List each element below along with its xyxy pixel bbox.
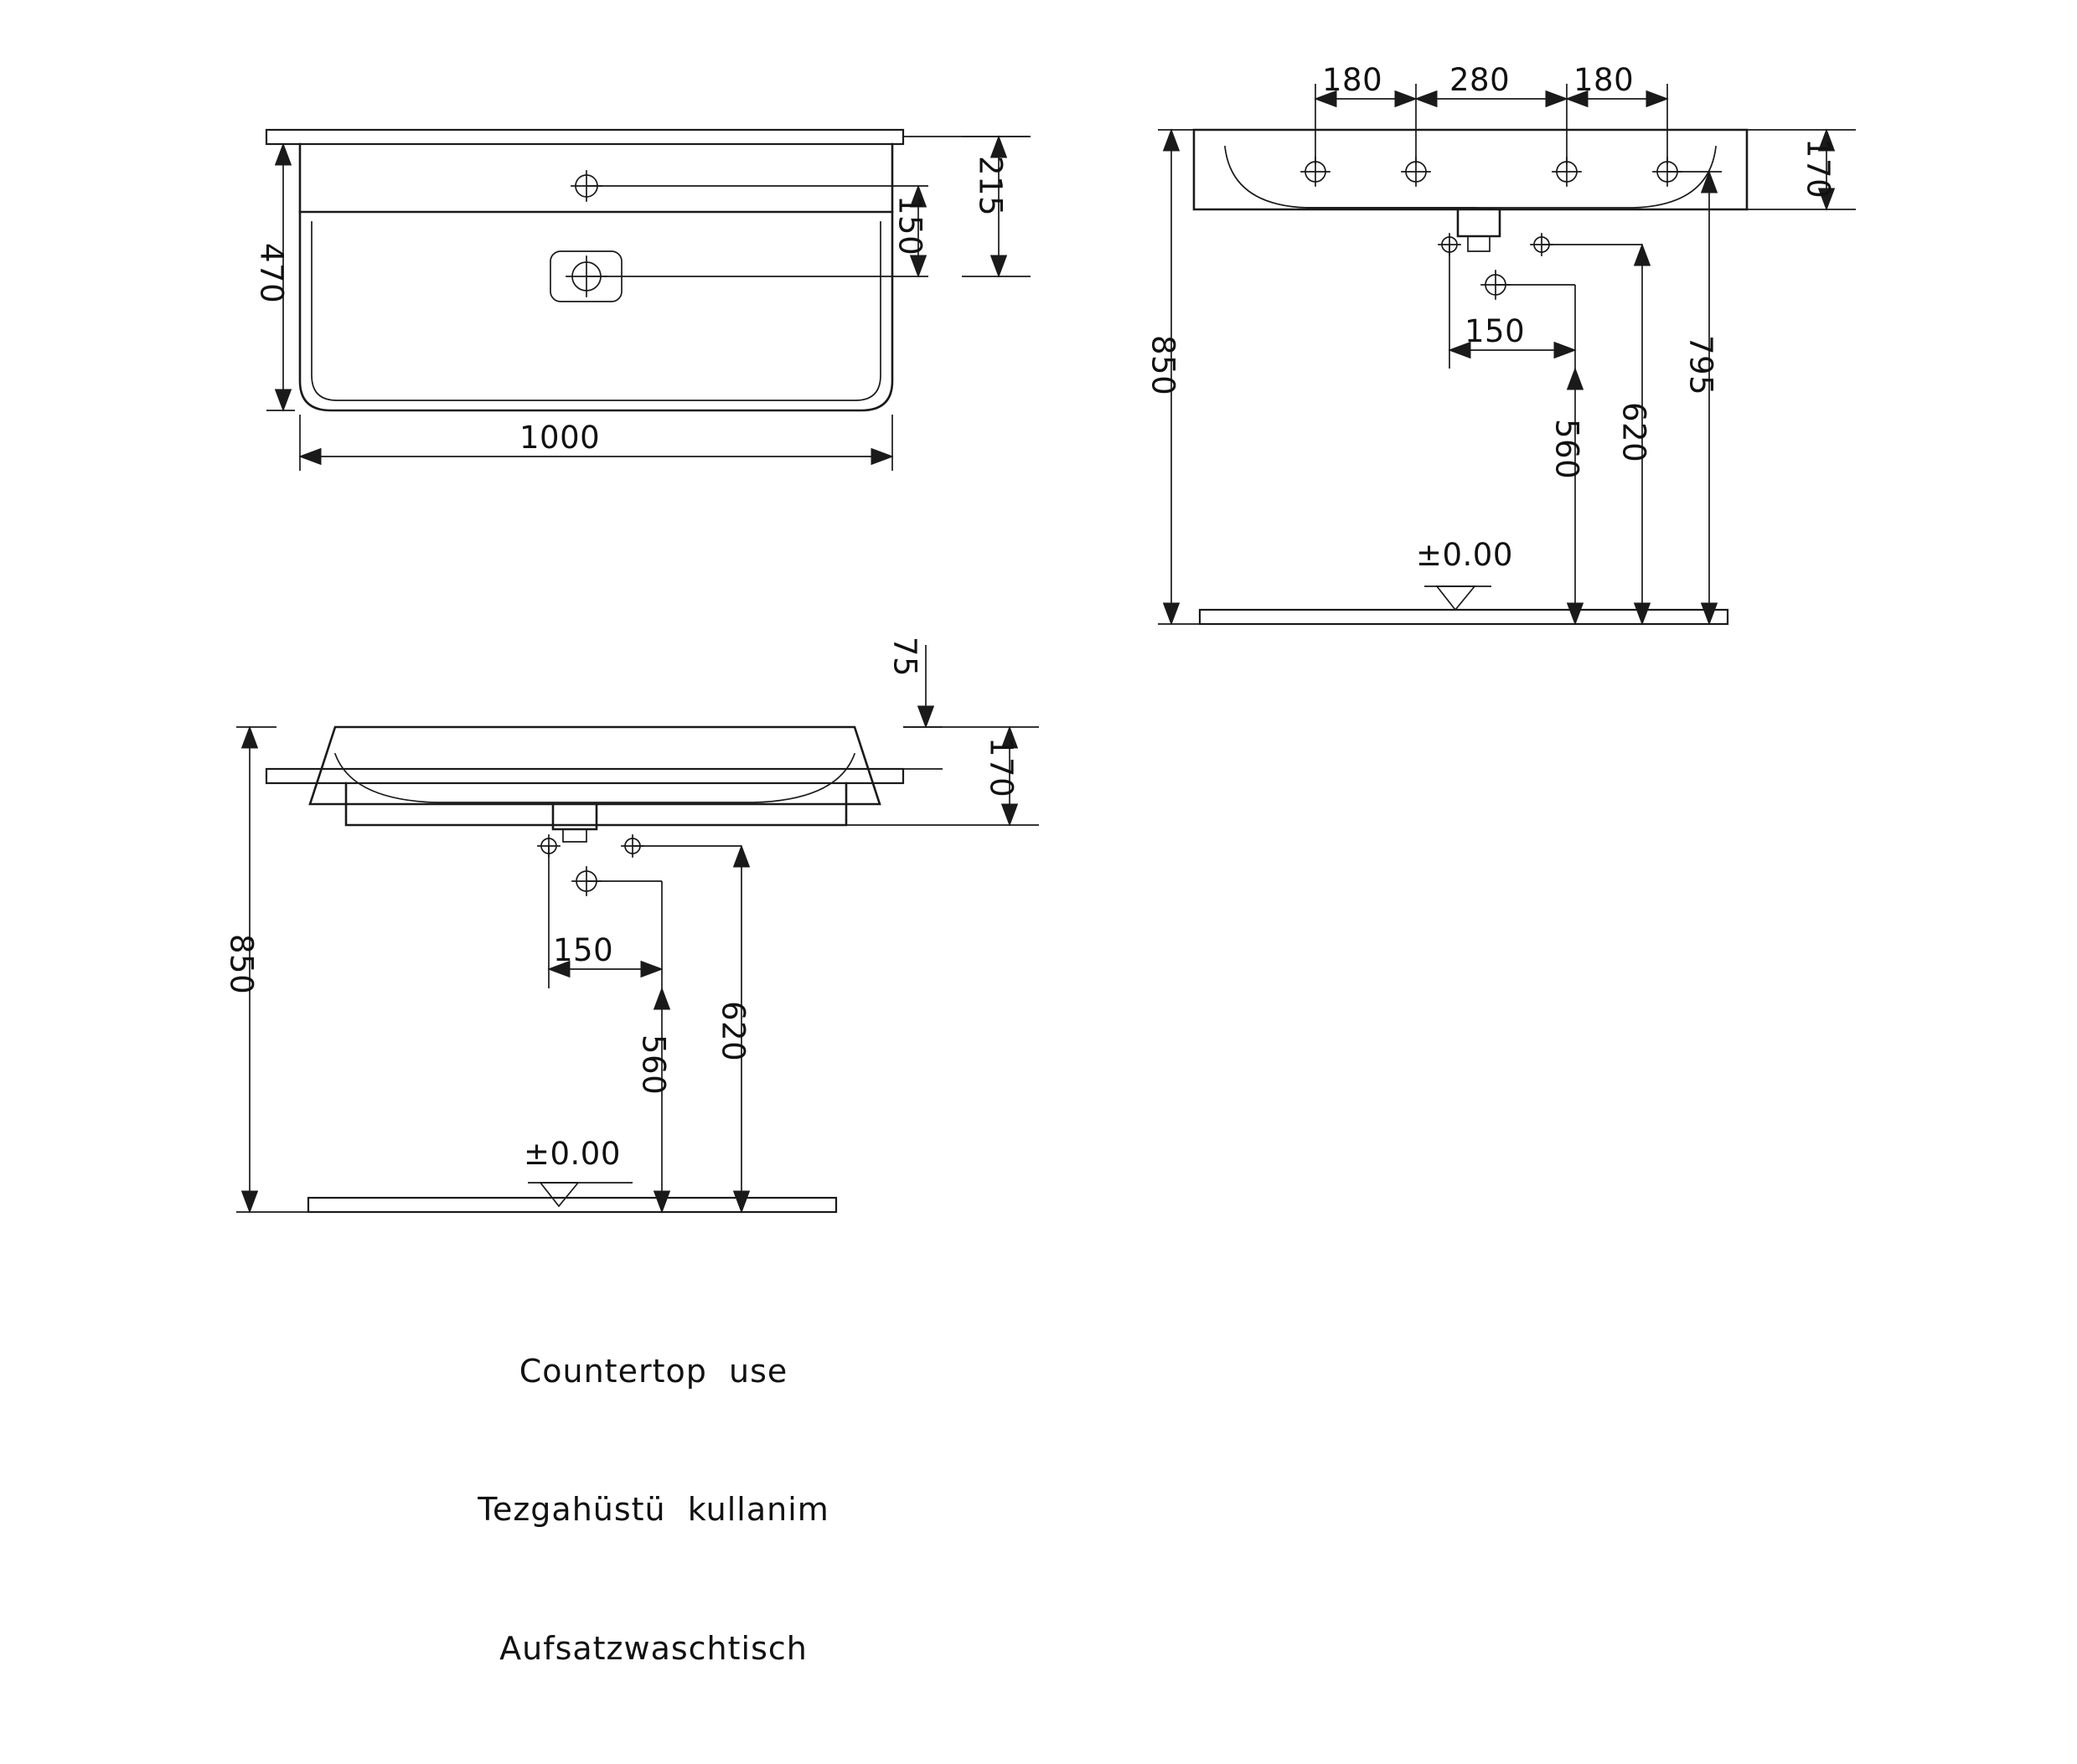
front-counter-slab [266, 130, 903, 144]
wall-dim-150-label: 150 [1465, 313, 1526, 349]
wall-dim-180-left-label: 180 [1322, 62, 1383, 98]
counter-dim-170-label: 170 [983, 737, 1020, 798]
wall-basin-outline [1194, 130, 1747, 209]
counter-supply-points [538, 835, 643, 895]
front-dim-470-label: 470 [253, 243, 290, 304]
front-basin-body [300, 212, 892, 410]
wall-dim-620-label: 620 [1615, 402, 1652, 463]
view-caption [394, 1256, 913, 1764]
wall-drain-pipe [1468, 236, 1490, 251]
caption-line-tr: Tezgahüstü kullanim [478, 1491, 829, 1529]
wall-rim-holes [1301, 157, 1682, 186]
counter-dim-150-label: 150 [553, 932, 614, 968]
counter-drain-pipe [563, 829, 586, 842]
wall-drain-stub [1458, 209, 1500, 236]
caption-line-en: Countertop use [519, 1353, 788, 1390]
front-dim-150-label: 150 [891, 195, 928, 256]
counter-datum-symbol [524, 1136, 633, 1206]
counter-basin-outline [310, 727, 880, 804]
counter-basin-bowl [335, 754, 855, 802]
counter-floor-slab [308, 1198, 836, 1212]
front-elevation-view [254, 130, 1031, 471]
front-dim-1000-label: 1000 [519, 420, 601, 456]
wall-floor-slab [1200, 610, 1728, 624]
wall-dim-850-label: 850 [1144, 335, 1181, 396]
wall-dim-280-label: 280 [1449, 62, 1511, 98]
wall-dim-170-label: 170 [1800, 138, 1837, 199]
counter-dim-850-label: 850 [223, 934, 260, 995]
countertop-section-view [224, 637, 1040, 1212]
front-dim-215-label: 215 [972, 156, 1009, 217]
wall-dim-560-label: 560 [1548, 419, 1585, 480]
wall-basin-bowl [1225, 147, 1716, 208]
svg-text:±0.00: ±0.00 [1416, 537, 1513, 573]
svg-text:±0.00: ±0.00 [524, 1136, 621, 1172]
front-basin-upper [300, 144, 892, 212]
wall-dim-795-label: 795 [1682, 335, 1719, 396]
front-basin-inner-edge [312, 222, 881, 400]
wall-supply-points [1439, 234, 1553, 299]
wall-dim-180-right-label: 180 [1573, 62, 1635, 98]
wall-section-view [1145, 62, 1857, 624]
wall-datum-symbol [1416, 537, 1513, 610]
counter-slab [266, 769, 903, 783]
counter-dim-620-label: 620 [715, 1001, 752, 1062]
caption-line-de: Aufsatzwaschtisch [499, 1629, 808, 1667]
counter-dim-560-label: 560 [635, 1034, 672, 1096]
counter-dim-75-label: 75 [886, 637, 923, 678]
